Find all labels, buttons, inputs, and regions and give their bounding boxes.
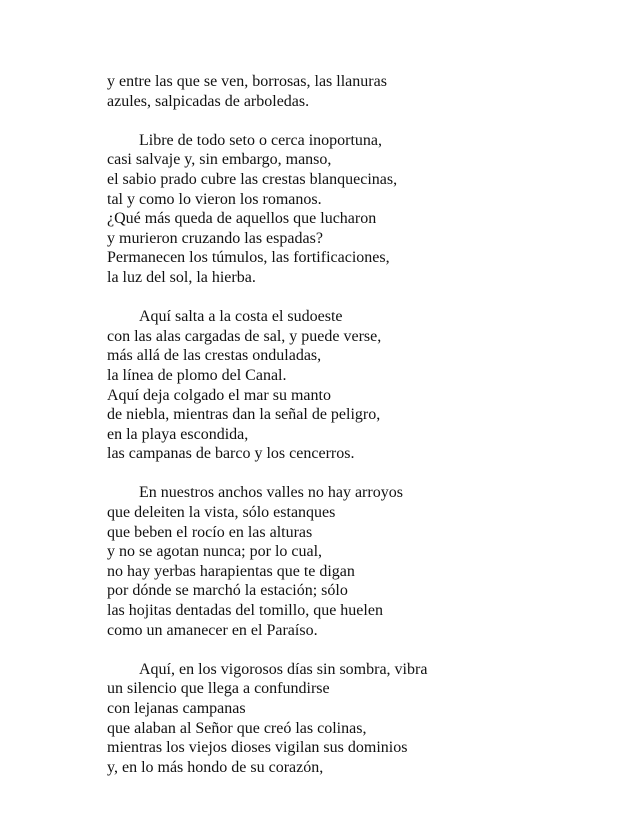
poem-line: un silencio que llega a confundirse <box>107 680 330 698</box>
poem-line: Permanecen los túmulos, las fortificaciones, <box>107 249 390 267</box>
poem-line: azules, salpicadas de arboledas. <box>107 92 310 110</box>
poem-line: y, en lo más hondo de su corazón, <box>107 758 324 776</box>
poem-line: Aquí, en los vigorosos días sin sombra, vibra <box>139 660 428 678</box>
poem-line: con las alas cargadas de sal, y puede verse, <box>107 327 382 345</box>
poem-line: como un amanecer en el Paraíso. <box>107 621 318 639</box>
poem-line: Aquí salta a la costa el sudoeste <box>139 308 343 326</box>
poem-line: por dónde se marchó la estación; sólo <box>107 582 348 600</box>
poem-line: En nuestros anchos valles no hay arroyos <box>139 484 403 502</box>
stanza-3 <box>107 307 587 464</box>
poem-line: casi salvaje y, sin embargo, manso, <box>107 151 332 169</box>
poem-line: las campanas de barco y los cencerros. <box>107 445 355 463</box>
poem-line: ¿Qué más queda de aquellos que lucharon <box>107 210 377 228</box>
poem-line: que beben el rocío en las alturas <box>107 523 313 541</box>
stanza-5 <box>107 660 587 778</box>
poem-line: más allá de las crestas onduladas, <box>107 347 322 365</box>
poem-line: y murieron cruzando las espadas? <box>107 229 323 247</box>
poem-line: que alaban al Señor que creó las colinas, <box>107 719 367 737</box>
poem-line: con lejanas campanas <box>107 700 246 717</box>
stanza-4 <box>107 483 587 640</box>
stanza-2 <box>107 131 587 288</box>
poem-line: y no se agotan nunca; por lo cual, <box>107 543 323 561</box>
poem-line: Aquí deja colgado el mar su manto <box>107 386 331 404</box>
poem-line: en la playa escondida, <box>107 425 249 443</box>
poem-line: el sabio prado cubre las crestas blanquecinas, <box>107 170 398 188</box>
poem-line: mientras los viejos dioses vigilan sus dominios <box>107 739 408 757</box>
poem-line: las hojitas dentadas del tomillo, que huelen <box>107 602 383 620</box>
poem-text <box>107 72 587 797</box>
poem-line: y entre las que se ven, borrosas, las llanuras <box>107 73 387 90</box>
poem-line: de niebla, mientras dan la señal de peligro, <box>107 406 381 424</box>
poem-line: Libre de todo seto o cerca inoportuna, <box>139 131 383 149</box>
poem-line: no hay yerbas harapientas que te digan <box>107 562 355 580</box>
poem-line: la línea de plomo del Canal. <box>107 366 287 384</box>
poem-line: la luz del sol, la hierba. <box>107 268 256 286</box>
poem-line: que deleiten la vista, sólo estanques <box>107 504 336 522</box>
stanza-1 <box>107 72 587 111</box>
poem-line: tal y como lo vieron los romanos. <box>107 190 322 208</box>
